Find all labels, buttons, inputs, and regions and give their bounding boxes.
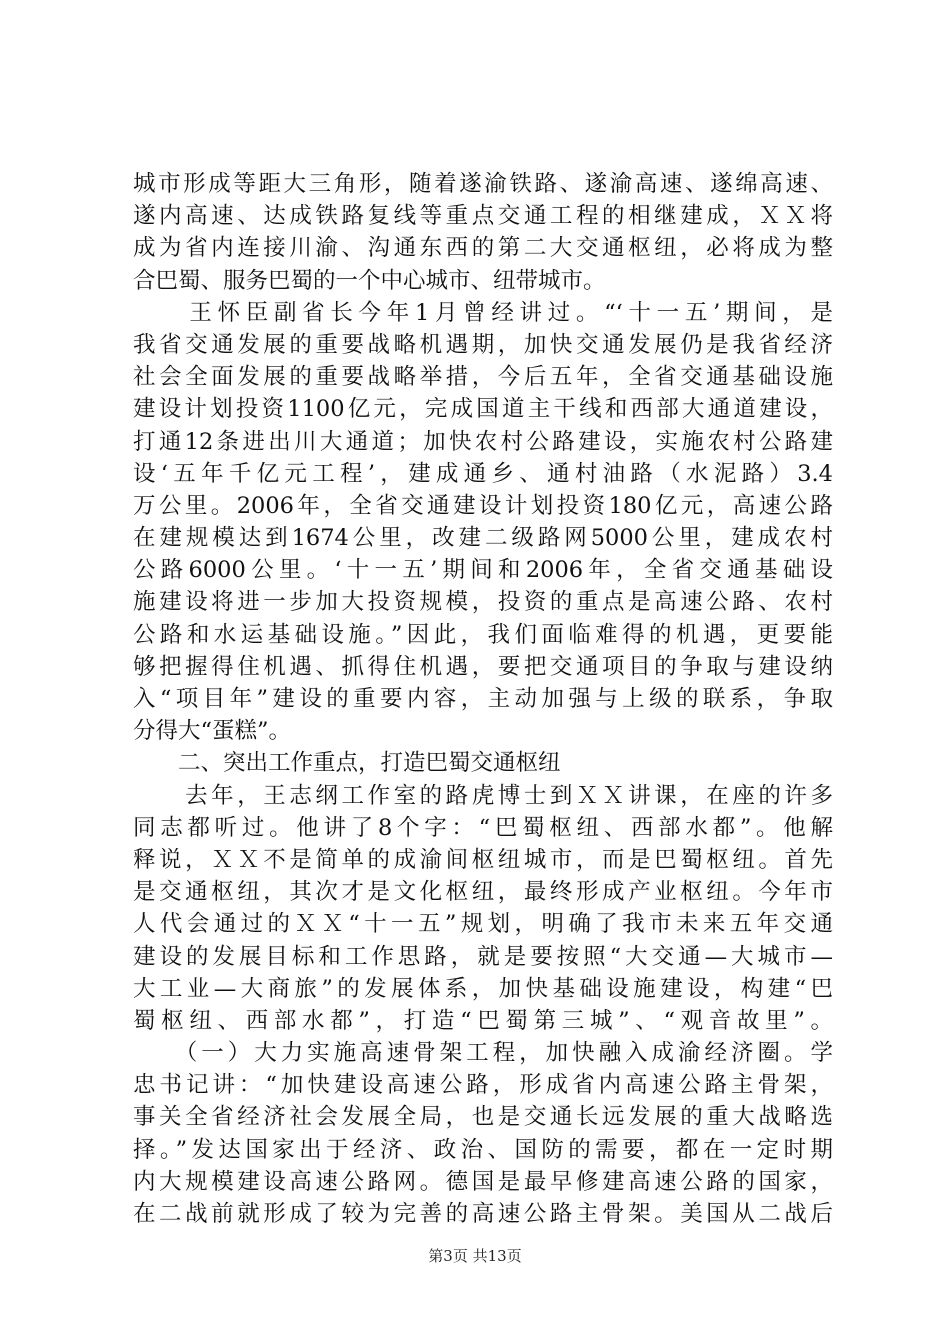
text-line: 大工业—大商旅”的发展体系，加快基础设施建设，构建“巴 [133, 975, 833, 1002]
text-line: 忠书记讲：“加快建设高速公路，形成省内高速公路主骨架， [133, 1072, 833, 1099]
text-line: 城市形成等距大三角形，随着遂渝铁路、遂渝高速、遂绵高速、 [133, 171, 833, 197]
text-line: 在建规模达到1674公里，改建二级路网5000公里，建成农村 [133, 525, 833, 552]
text-line: 施建设将进一步加大投资规模，投资的重点是高速公路、农村 [133, 589, 833, 616]
document-body [133, 168, 833, 1230]
text-line: 是交通枢纽，其次才是文化枢纽，最终形成产业枢纽。今年市 [133, 879, 833, 906]
text-line: 成为省内连接川渝、沟通东西的第二大交通枢纽，必将成为整 [133, 235, 833, 262]
text-line: 公路6000公里。‘十一五’期间和2006年，全省交通基础设 [133, 557, 833, 584]
text-line: 万公里。2006年，全省交通建设计划投资180亿元，高速公路 [133, 492, 833, 519]
text-line: 事关全省经济社会发展全局，也是交通长远发展的重大战略选 [133, 1104, 833, 1131]
text-line: 够把握得住机遇、抓得住机遇，要把交通项目的争取与建设纳 [133, 653, 833, 680]
page-footer: 第3页 共13页 [428, 1247, 522, 1265]
text-line: 王怀臣副省长今年1月曾经讲过。“‘十一五’期间，是 [133, 299, 833, 326]
section-heading: 二、突出工作重点，打造巴蜀交通枢纽 [133, 750, 561, 777]
text-line: 社会全面发展的重要战略举措，今后五年，全省交通基础设施 [133, 364, 833, 391]
text-line: 去年，王志纲工作室的路虎博士到ＸＸ讲课，在座的许多 [133, 782, 833, 809]
text-line: 遂内高速、达成铁路复线等重点交通工程的相继建成，ＸＸ将 [133, 203, 833, 230]
text-line: （一）大力实施高速骨架工程，加快融入成渝经济圈。学 [133, 1040, 833, 1067]
text-line: 公路和水运基础设施。”因此，我们面临难得的机遇，更要能 [133, 621, 833, 648]
text-line: 释说，ＸＸ不是简单的成渝间枢纽城市，而是巴蜀枢纽。首先 [133, 846, 833, 873]
text-line: 蜀枢纽、西部水都”，打造“巴蜀第三城”、“观音故里”。 [133, 1007, 833, 1034]
text-line: 我省交通发展的重要战略机遇期，加快交通发展仍是我省经济 [133, 331, 833, 358]
text-line: 建设的发展目标和工作思路，就是要按照“大交通—大城市— [133, 943, 833, 970]
text-line: 合巴蜀、服务巴蜀的一个中心城市、纽带城市。 [133, 267, 606, 294]
text-line: 打通12条进出川大通道；加快农村公路建设，实施农村公路建 [133, 428, 833, 455]
text-line: 择。”发达国家出于经济、政治、国防的需要，都在一定时期 [133, 1136, 833, 1163]
text-line: 同志都听过。他讲了8个字：“巴蜀枢纽、西部水都”。他解 [133, 814, 833, 841]
text-line: 人代会通过的ＸＸ“十一五”规划，明确了我市未来五年交通 [133, 911, 833, 938]
text-line: 分得大“蛋糕”。 [133, 718, 292, 745]
text-line: 入“项目年”建设的重要内容，主动加强与上级的联系，争取 [133, 686, 833, 712]
text-line: 设‘五年千亿元工程’，建成通乡、通村油路（水泥路）3.4 [133, 460, 833, 487]
text-line: 在二战前就形成了较为完善的高速公路主骨架。美国从二战后 [133, 1201, 833, 1227]
text-line: 建设计划投资1100亿元，完成国道主干线和西部大通道建设， [133, 396, 833, 423]
text-line: 内大规模建设高速公路网。德国是最早修建高速公路的国家， [133, 1168, 833, 1195]
